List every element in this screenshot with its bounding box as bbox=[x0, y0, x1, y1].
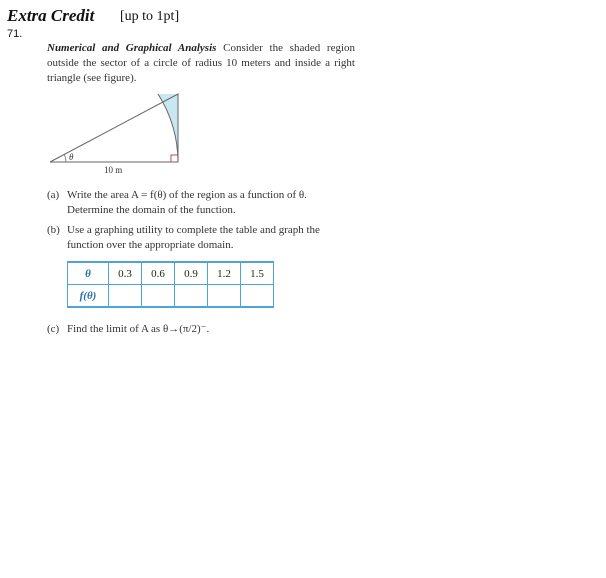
part-a-line2: Determine the domain of the function. bbox=[67, 204, 236, 216]
theta-row bbox=[68, 262, 274, 285]
theta-cell: 1.2 bbox=[208, 262, 241, 285]
values-table bbox=[67, 261, 274, 308]
angle-arc bbox=[65, 155, 67, 162]
part-a bbox=[47, 188, 357, 218]
base-label: 10 m bbox=[104, 165, 123, 175]
part-b-line2: function over the appropriate domain. bbox=[67, 239, 234, 251]
part-b-tag: (b) bbox=[47, 224, 60, 236]
part-c bbox=[47, 322, 357, 337]
shaded-region bbox=[158, 94, 178, 162]
figure-svg bbox=[50, 90, 200, 175]
f-theta-cell bbox=[241, 285, 274, 308]
part-a-tag: (a) bbox=[47, 189, 60, 201]
theta-cell: 0.3 bbox=[109, 262, 142, 285]
f-theta-row bbox=[68, 285, 274, 308]
angle-label: θ bbox=[69, 152, 74, 162]
problem-topic: Numerical and Graphical Analysis bbox=[47, 42, 217, 54]
sector-triangle-figure bbox=[50, 90, 200, 175]
page-title: Extra Credit bbox=[7, 6, 95, 25]
points-note: [up to 1pt] bbox=[120, 9, 180, 24]
problem-number: 71. bbox=[7, 28, 23, 40]
part-c-tag: (c) bbox=[47, 323, 60, 335]
f-theta-header-cell: f(θ) bbox=[68, 285, 109, 308]
part-c-text: Find the limit of A as θ→(π/2)⁻. bbox=[67, 323, 210, 335]
part-b bbox=[47, 223, 357, 253]
theta-cell: 0.6 bbox=[142, 262, 175, 285]
f-theta-cell bbox=[142, 285, 175, 308]
right-angle-mark bbox=[171, 155, 178, 162]
part-a-line1: Write the area A = f(θ) of the region as a function of θ. bbox=[67, 189, 307, 201]
f-theta-cell bbox=[175, 285, 208, 308]
theta-cell: 0.9 bbox=[175, 262, 208, 285]
f-theta-cell bbox=[109, 285, 142, 308]
theta-header-cell: θ bbox=[68, 262, 109, 285]
header bbox=[7, 6, 94, 26]
f-theta-cell bbox=[208, 285, 241, 308]
theta-cell: 1.5 bbox=[241, 262, 274, 285]
part-b-line1: Use a graphing utility to complete the table and graph the bbox=[67, 224, 320, 236]
problem-intro bbox=[47, 41, 355, 86]
problem-intro-text: Consider the shaded region outside the sector of a circle of radius 10 meters and inside a right triangle (see figure). bbox=[47, 42, 356, 84]
